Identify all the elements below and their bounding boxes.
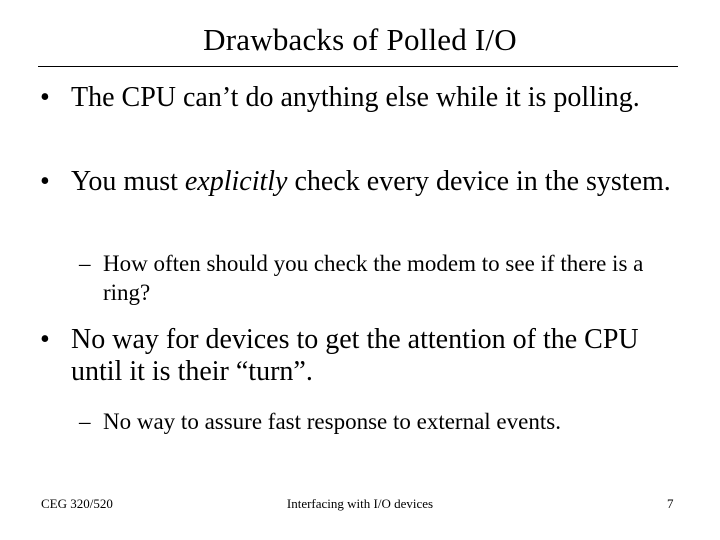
- bullet-marker: •: [40, 166, 50, 197]
- sub-bullet-item: [79, 407, 679, 436]
- bullet-text-after: check every device in the system.: [287, 166, 671, 197]
- sub-bullet-marker: –: [79, 251, 91, 276]
- bullet-text: [71, 166, 680, 198]
- footer-page-number: 7: [667, 496, 674, 511]
- bullet-marker: •: [40, 82, 50, 113]
- bullet-item: [40, 324, 680, 388]
- title-divider: [38, 66, 678, 67]
- bullet-text-emphasis: explicitly: [184, 166, 288, 197]
- bullet-marker: •: [40, 324, 50, 355]
- slide-title: Drawbacks of Polled I/O: [203, 22, 517, 57]
- footer-course-code: CEG 320/520: [41, 496, 113, 511]
- bullet-item: [40, 82, 680, 114]
- footer-topic: Interfacing with I/O devices: [286, 496, 434, 511]
- bullet-text: No way for devices to get the attention of the CPU until it is their “turn”.: [71, 324, 639, 387]
- bullet-text-before: You must: [71, 166, 185, 197]
- bullet-item: [40, 166, 680, 198]
- sub-bullet-marker: –: [79, 409, 91, 434]
- sub-bullet-item: [79, 249, 679, 307]
- bullet-text: The CPU can’t do anything else while it is polling.: [71, 82, 640, 113]
- sub-bullet-text: How often should you check the modem to see if there is a ring?: [103, 251, 644, 305]
- sub-bullet-text: No way to assure fast response to external events.: [103, 409, 561, 434]
